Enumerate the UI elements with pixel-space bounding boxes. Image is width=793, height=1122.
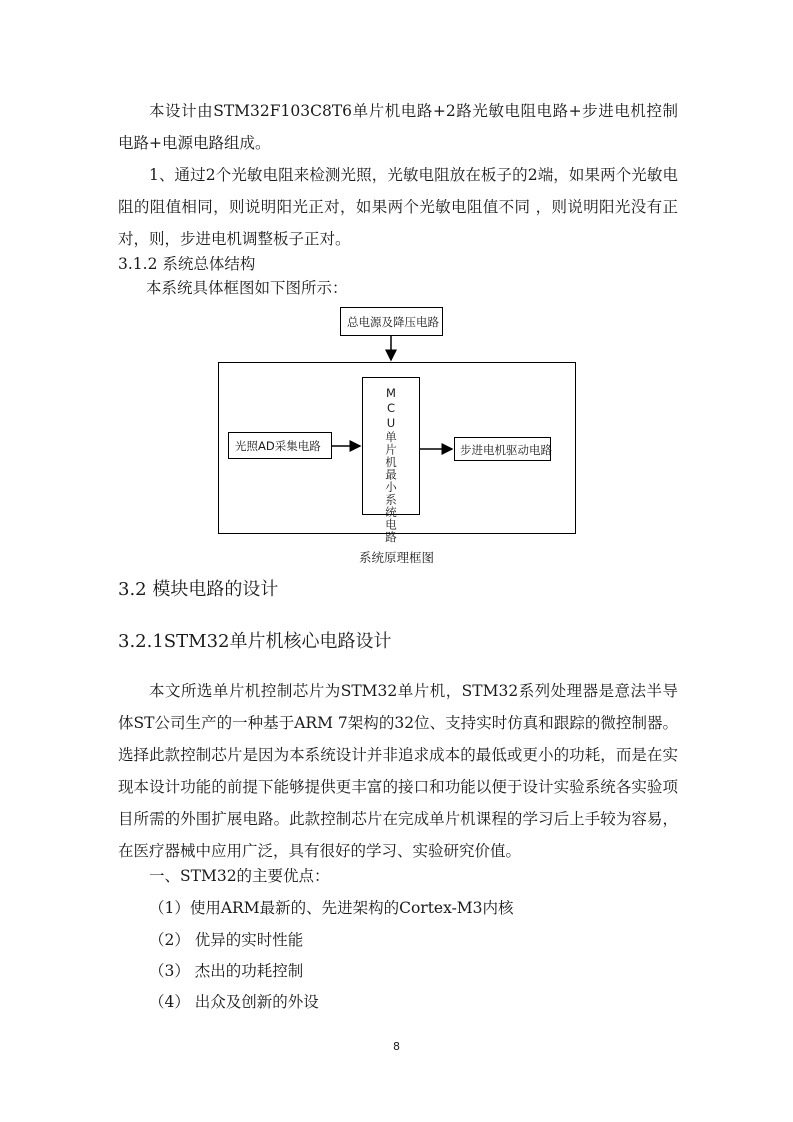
list-item: （4） 出众及创新的外设 — [149, 993, 319, 1011]
diagram-intro-text: 本系统具体框图如下图所示： — [146, 279, 348, 297]
list-item: （1）使用ARM最新的、先进架构的Cortex-M3内核 — [149, 899, 514, 917]
mcu-label: MCU单片机最小系统电路 — [384, 386, 398, 544]
section-heading-3-1-2: 3.1.2 系统总体结构 — [118, 255, 256, 273]
stepper-driver-label: 步进电机驱动电路 — [460, 443, 552, 457]
page-number: 8 — [393, 1040, 400, 1053]
section-heading-3-2: 3.2 模块电路的设计 — [118, 579, 279, 600]
intro-paragraph-2: 1、通过2个光敏电阻来检测光照，光敏电阻放在板子的2端，如果两个光敏电阻的阻值相同，则说明阳光正对，如果两个光敏电阻值不同 ，则说明阳光没有正对，则，步进电机调整板子正对。 — [118, 166, 678, 248]
intro-paragraph-1: 本设计由STM32F103C8T6单片机电路+2路光敏电阻电路+步进电机控制电路+电源电路组成。 — [118, 102, 678, 152]
stm32-paragraph: 本文所选单片机控制芯片为STM32单片机，STM32系列处理器是意法半导体ST公司生产的一种基于ARM 7架构的32位、支持实时仿真和跟踪的微控制器。选择此款控制芯片是因为本系统设计并非追求成本的最低或更小的功耗，而是在实现本设计功能的前提下能够提供更丰富的接口和功能以便于设计实验系统各实验项目所需的外围扩展电路。此款控制芯片在完成单片机课程的学习后上手较为容易，在医疗器械中应用广泛，具有很好的学习、实验研究价值。 — [118, 682, 678, 860]
power-supply-label: 总电源及降压电路 — [347, 315, 439, 329]
list-item: （2） 优异的实时性能 — [149, 931, 304, 949]
list-title: 一、STM32的主要优点： — [149, 867, 330, 885]
list-item: （3） 杰出的功耗控制 — [149, 962, 304, 980]
section-heading-3-2-1: 3.2.1STM32单片机核心电路设计 — [118, 631, 392, 652]
light-sensor-label: 光照AD采集电路 — [235, 439, 321, 453]
diagram-caption: 系统原理框图 — [358, 550, 434, 565]
